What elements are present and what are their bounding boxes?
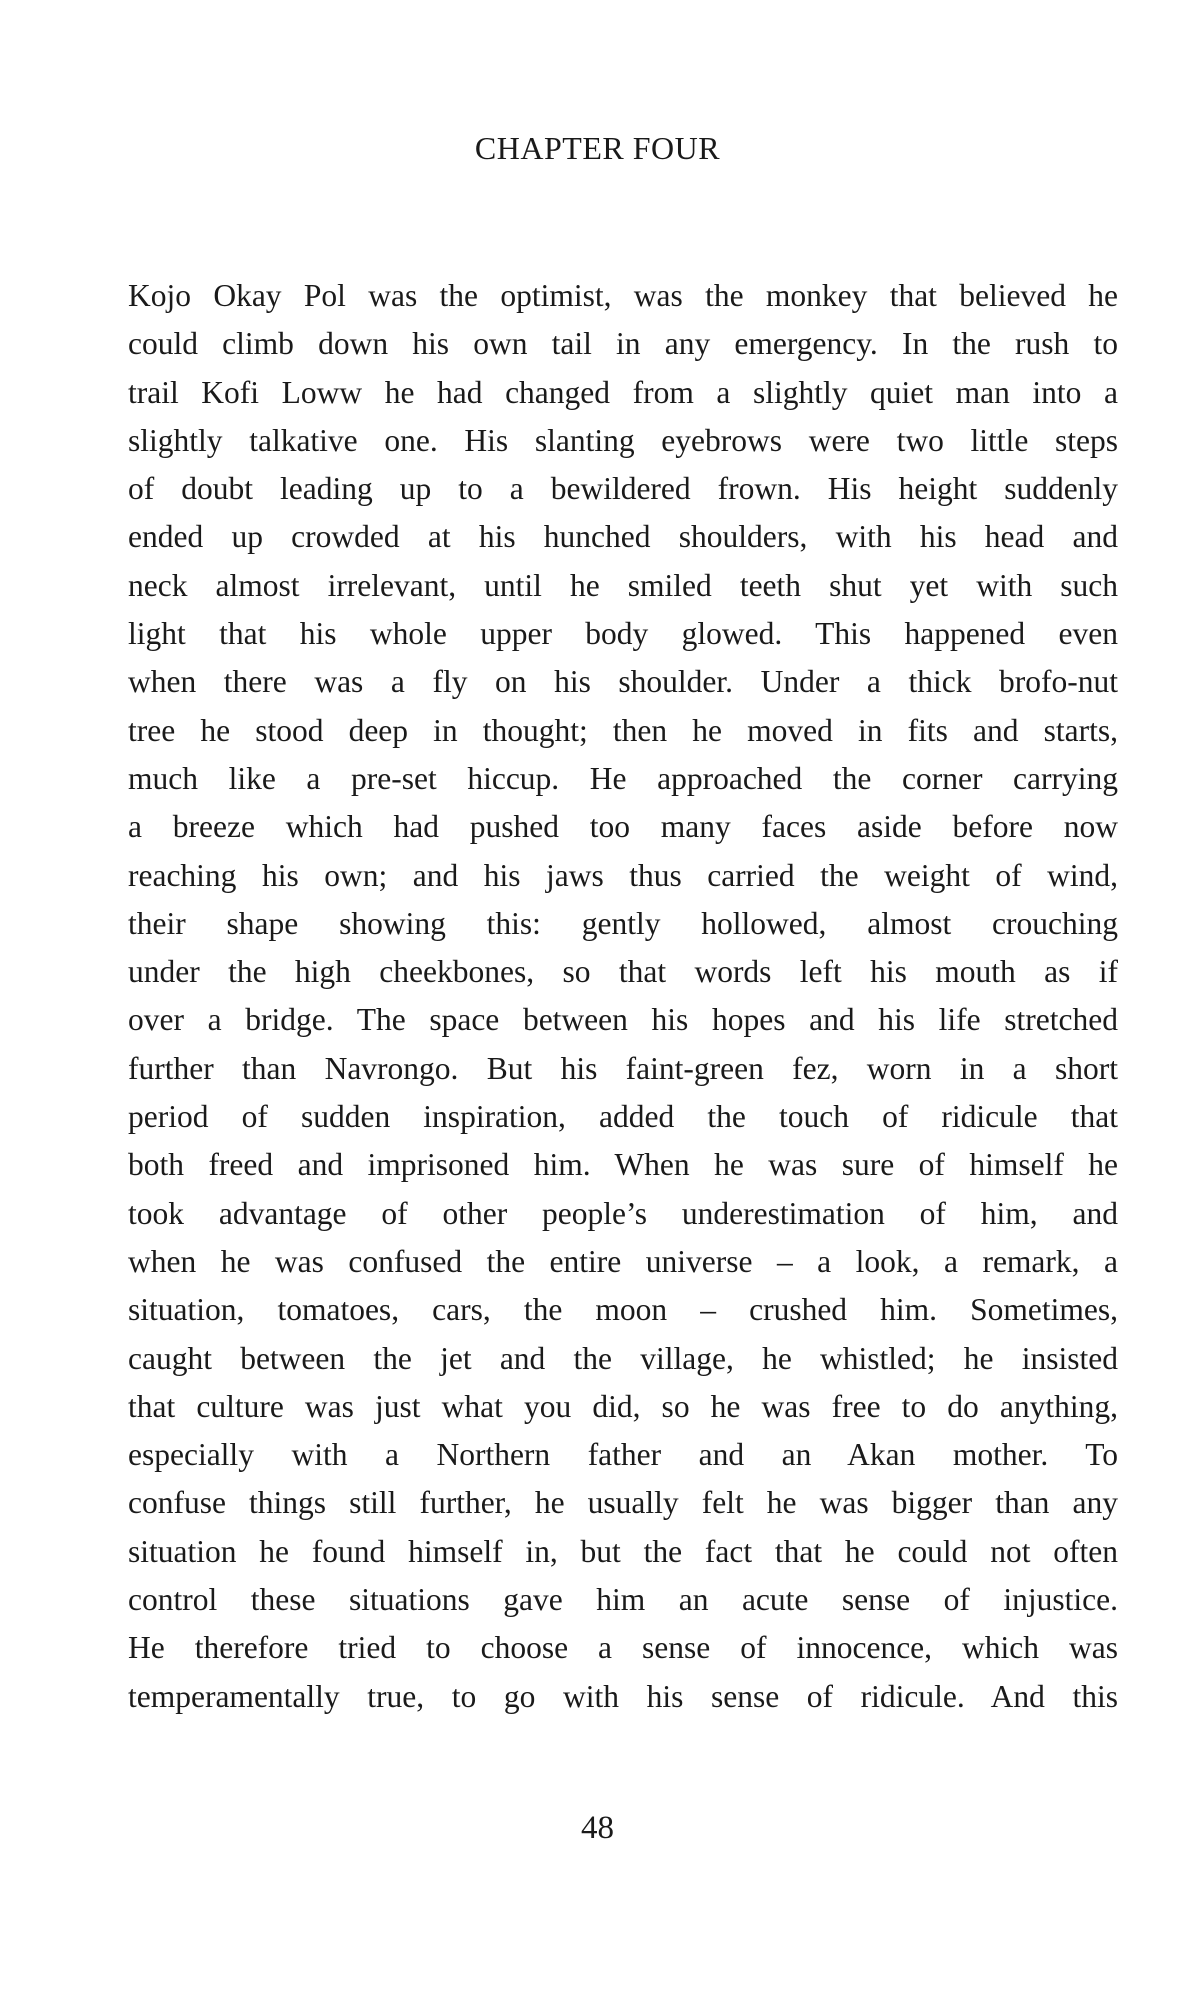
text-line: took advantage of other people’s underestimation of him, and xyxy=(128,1195,1118,1231)
text-line: further than Navrongo. But his faint-green fez, worn in a short xyxy=(128,1050,1118,1086)
body-text xyxy=(128,272,1118,1721)
text-line: trail Kofi Loww he had changed from a slightly quiet man into a xyxy=(128,374,1118,410)
text-line: ended up crowded at his hunched shoulders, with his head and xyxy=(128,519,1118,555)
text-line: light that his whole upper body glowed. This happened even xyxy=(128,616,1118,652)
text-line: Kojo Okay Pol was the optimist, was the monkey that believed he xyxy=(128,278,1118,313)
text-line: situation he found himself in, but the fact that he could not often xyxy=(128,1533,1118,1569)
text-line: especially with a Northern father and an Akan mother. To xyxy=(128,1437,1118,1473)
text-line: neck almost irrelevant, until he smiled teeth shut yet with such xyxy=(128,567,1118,603)
text-line: both freed and imprisoned him. When he was sure of himself he xyxy=(128,1147,1118,1183)
text-line: He therefore tried to choose a sense of innocence, which was xyxy=(128,1630,1118,1666)
text-line: over a bridge. The space between his hopes and his life stretched xyxy=(128,1002,1118,1038)
text-line: confuse things still further, he usually felt he was bigger than any xyxy=(128,1485,1118,1521)
text-line: when he was confused the entire universe – a look, a remark, a xyxy=(128,1243,1118,1279)
text-line: situation, tomatoes, cars, the moon – crushed him. Sometimes, xyxy=(128,1292,1118,1328)
text-line: slightly talkative one. His slanting eyebrows were two little steps xyxy=(128,422,1118,458)
text-line: caught between the jet and the village, he whistled; he insisted xyxy=(128,1340,1118,1376)
text-line: when there was a fly on his shoulder. Under a thick brofo-nut xyxy=(128,664,1118,700)
chapter-heading: CHAPTER FOUR xyxy=(474,130,721,166)
text-line: of doubt leading up to a bewildered frown. His height suddenly xyxy=(128,471,1118,507)
text-line: a breeze which had pushed too many faces aside before now xyxy=(128,809,1118,845)
text-line: could climb down his own tail in any emergency. In the rush to xyxy=(128,326,1118,362)
text-line: period of sudden inspiration, added the touch of ridicule that xyxy=(128,1099,1118,1135)
text-line: much like a pre-set hiccup. He approached the corner carrying xyxy=(128,760,1118,796)
text-line: under the high cheekbones, so that words left his mouth as if xyxy=(128,954,1118,990)
text-line: temperamentally true, to go with his sense of ridicule. And this xyxy=(128,1678,1118,1714)
text-line: their shape showing this: gently hollowed, almost crouching xyxy=(128,905,1118,941)
text-line: tree he stood deep in thought; then he moved in fits and starts, xyxy=(128,712,1118,748)
text-line: reaching his own; and his jaws thus carried the weight of wind, xyxy=(128,857,1118,893)
text-line: control these situations gave him an acute sense of injustice. xyxy=(128,1582,1118,1618)
text-line: that culture was just what you did, so he was free to do anything, xyxy=(128,1388,1118,1424)
page-number: 48 xyxy=(581,1810,614,1846)
